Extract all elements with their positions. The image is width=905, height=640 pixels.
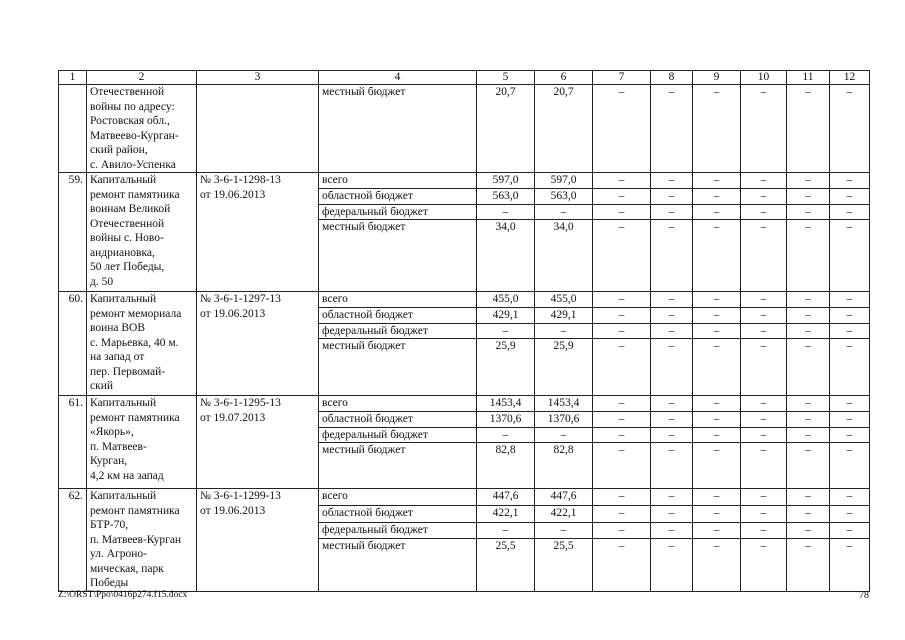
- budget-source-label: всего: [319, 489, 477, 506]
- value-col9: –: [693, 339, 741, 396]
- entry-name-line: п. Матвеев-Курган: [90, 533, 182, 546]
- value-col5: 25,9: [477, 339, 535, 396]
- value-col8: –: [651, 522, 693, 539]
- value-col10: –: [741, 443, 787, 489]
- value-col12: –: [830, 539, 870, 591]
- value-col7: –: [593, 522, 651, 539]
- entry-document: [197, 173, 319, 292]
- value-col7: –: [593, 204, 651, 220]
- value-col6: 447,6: [535, 489, 593, 506]
- value-col6: –: [535, 427, 593, 443]
- value-col7: –: [593, 85, 651, 173]
- value-col7: –: [593, 539, 651, 591]
- entry-name-line: Отечественной: [90, 217, 165, 230]
- table-row: [59, 292, 870, 308]
- entry-name-line: ремонт памятника: [90, 504, 180, 517]
- value-col12: –: [830, 522, 870, 539]
- budget-source-label: федеральный бюджет: [319, 204, 477, 220]
- entry-name-line: на запад от: [90, 351, 145, 363]
- column-header-4: 4: [319, 71, 477, 85]
- entry-name-line: ремонт мемориала: [90, 307, 182, 320]
- entry-name-line: воина ВОВ: [90, 322, 146, 334]
- entry-number: 61.: [59, 396, 87, 489]
- value-col9: –: [693, 220, 741, 292]
- budget-source-label: федеральный бюджет: [319, 427, 477, 443]
- value-col9: –: [693, 489, 741, 506]
- value-col7: –: [593, 292, 651, 308]
- value-col11: –: [787, 489, 830, 506]
- value-col6: 422,1: [535, 506, 593, 523]
- value-col5: –: [477, 323, 535, 339]
- entry-name: [87, 173, 197, 292]
- entry-name-line: Матвеево-Курган-: [90, 129, 179, 142]
- value-col7: –: [593, 489, 651, 506]
- table-row: [59, 489, 870, 506]
- value-col7: –: [593, 396, 651, 412]
- value-col9: –: [693, 204, 741, 220]
- entry-name-line: ский район,: [90, 144, 148, 156]
- value-col7: –: [593, 412, 651, 428]
- entry-name-line: Отечественной: [90, 86, 165, 98]
- value-col10: –: [741, 204, 787, 220]
- value-col7: –: [593, 427, 651, 443]
- value-col6: –: [535, 323, 593, 339]
- value-col11: –: [787, 339, 830, 396]
- value-col12: –: [830, 173, 870, 189]
- entry-number: 60.: [59, 292, 87, 396]
- entry-name-line: 50 лет Победы,: [90, 261, 165, 273]
- table-row: [59, 396, 870, 412]
- value-col6: 34,0: [535, 220, 593, 292]
- entry-document-line: от 19.07.2013: [200, 411, 266, 424]
- value-col11: –: [787, 539, 830, 591]
- budget-source-label: областной бюджет: [319, 308, 477, 324]
- entry-document-line: от 19.06.2013: [200, 504, 266, 517]
- value-col9: –: [693, 412, 741, 428]
- entry-name: [87, 396, 197, 489]
- value-col10: –: [741, 522, 787, 539]
- entry-name: [87, 292, 197, 396]
- value-col11: –: [787, 427, 830, 443]
- value-col9: –: [693, 396, 741, 412]
- value-col11: –: [787, 323, 830, 339]
- budget-source-label: федеральный бюджет: [319, 323, 477, 339]
- value-col8: –: [651, 339, 693, 396]
- value-col5: 429,1: [477, 308, 535, 324]
- value-col12: –: [830, 204, 870, 220]
- value-col10: –: [741, 539, 787, 591]
- value-col9: –: [693, 539, 741, 591]
- entry-name-line: ул. Агроно-: [90, 548, 147, 560]
- column-header-3: 3: [197, 71, 319, 85]
- value-col11: –: [787, 412, 830, 428]
- value-col5: 20,7: [477, 85, 535, 173]
- value-col8: –: [651, 506, 693, 523]
- entry-name-line: Курган,: [90, 455, 128, 467]
- value-col6: 20,7: [535, 85, 593, 173]
- value-col11: –: [787, 396, 830, 412]
- table-row-continuation: [59, 85, 870, 173]
- value-col11: –: [787, 443, 830, 489]
- entry-name-line: Капитальный: [90, 174, 157, 186]
- entry-name: [87, 489, 197, 592]
- value-col8: –: [651, 539, 693, 591]
- value-col8: –: [651, 173, 693, 189]
- entry-name-line: воинам Великой: [90, 203, 171, 215]
- value-col6: 82,8: [535, 443, 593, 489]
- value-col7: –: [593, 323, 651, 339]
- value-col6: 25,9: [535, 339, 593, 396]
- entry-document-line: № 3-6-1-1295-13: [200, 397, 281, 409]
- value-col5: 447,6: [477, 489, 535, 506]
- value-col7: –: [593, 506, 651, 523]
- value-col11: –: [787, 204, 830, 220]
- entry-document-line: № 3-6-1-1299-13: [200, 490, 281, 502]
- footer-file-path: Z:\ORST\Ppo\0416p274.f15.docx: [58, 590, 188, 600]
- budget-source-label: федеральный бюджет: [319, 522, 477, 539]
- value-col12: –: [830, 489, 870, 506]
- column-header-6: 6: [535, 71, 593, 85]
- entry-name-line: ремонт памятника: [90, 411, 180, 424]
- entry-name: [87, 85, 197, 173]
- value-col9: –: [693, 427, 741, 443]
- entry-number: 62.: [59, 489, 87, 592]
- value-col12: –: [830, 189, 870, 205]
- value-col11: –: [787, 189, 830, 205]
- budget-source-label: областной бюджет: [319, 412, 477, 428]
- entry-name-line: войны с. Ново-: [90, 232, 164, 244]
- entry-name-line: андриановка,: [90, 246, 155, 259]
- value-col5: 563,0: [477, 189, 535, 205]
- value-col8: –: [651, 412, 693, 428]
- value-col10: –: [741, 396, 787, 412]
- value-col10: –: [741, 489, 787, 506]
- entry-name-line: БТР-70,: [90, 519, 129, 531]
- value-col7: –: [593, 189, 651, 205]
- value-col12: –: [830, 396, 870, 412]
- value-col9: –: [693, 85, 741, 173]
- entry-document: [197, 85, 319, 173]
- value-col8: –: [651, 85, 693, 173]
- budget-source-label: местный бюджет: [319, 85, 477, 173]
- value-col10: –: [741, 427, 787, 443]
- value-col12: –: [830, 308, 870, 324]
- value-col6: 25,5: [535, 539, 593, 591]
- budget-source-label: всего: [319, 396, 477, 412]
- entry-name-line: Капитальный: [90, 490, 157, 502]
- value-col5: 1370,6: [477, 412, 535, 428]
- value-col8: –: [651, 189, 693, 205]
- value-col11: –: [787, 506, 830, 523]
- column-header-7: 7: [593, 71, 651, 85]
- entry-document-line: от 19.06.2013: [200, 188, 266, 201]
- value-col6: 563,0: [535, 189, 593, 205]
- value-col10: –: [741, 412, 787, 428]
- value-col6: 1453,4: [535, 396, 593, 412]
- value-col12: –: [830, 339, 870, 396]
- value-col5: 455,0: [477, 292, 535, 308]
- value-col9: –: [693, 292, 741, 308]
- entry-document: [197, 292, 319, 396]
- budget-source-label: местный бюджет: [319, 443, 477, 489]
- value-col10: –: [741, 506, 787, 523]
- entry-name-line: ский: [90, 380, 113, 392]
- value-col12: –: [830, 85, 870, 173]
- budget-source-label: всего: [319, 173, 477, 189]
- value-col6: 429,1: [535, 308, 593, 324]
- value-col8: –: [651, 489, 693, 506]
- entry-name-line: п. Матвеев-: [90, 440, 147, 453]
- value-col12: –: [830, 412, 870, 428]
- value-col7: –: [593, 339, 651, 396]
- value-col5: –: [477, 204, 535, 220]
- value-col12: –: [830, 443, 870, 489]
- value-col10: –: [741, 173, 787, 189]
- value-col12: –: [830, 427, 870, 443]
- entry-name-line: ремонт памятника: [90, 188, 180, 201]
- value-col8: –: [651, 323, 693, 339]
- value-col7: –: [593, 220, 651, 292]
- value-col6: 1370,6: [535, 412, 593, 428]
- budget-source-label: областной бюджет: [319, 506, 477, 523]
- value-col11: –: [787, 85, 830, 173]
- value-col8: –: [651, 292, 693, 308]
- value-col5: 422,1: [477, 506, 535, 523]
- budget-source-label: местный бюджет: [319, 220, 477, 292]
- value-col11: –: [787, 292, 830, 308]
- value-col8: –: [651, 204, 693, 220]
- column-header-9: 9: [693, 71, 741, 85]
- value-col9: –: [693, 522, 741, 539]
- budget-source-label: местный бюджет: [319, 539, 477, 591]
- entry-name-line: с. Марьевка, 40 м.: [90, 336, 179, 349]
- entry-name-line: мическая, парк: [90, 562, 164, 575]
- value-col11: –: [787, 522, 830, 539]
- value-col8: –: [651, 396, 693, 412]
- entry-name-line: д. 50: [90, 275, 114, 288]
- value-col11: –: [787, 173, 830, 189]
- value-col9: –: [693, 173, 741, 189]
- page-number: 78: [859, 590, 869, 601]
- value-col5: 34,0: [477, 220, 535, 292]
- value-col10: –: [741, 220, 787, 292]
- entry-name-line: Ростовская обл.,: [90, 115, 170, 127]
- value-col8: –: [651, 220, 693, 292]
- value-col5: 1453,4: [477, 396, 535, 412]
- value-col9: –: [693, 189, 741, 205]
- entry-name-line: Капитальный: [90, 397, 157, 409]
- value-col5: 25,5: [477, 539, 535, 591]
- value-col12: –: [830, 323, 870, 339]
- value-col9: –: [693, 308, 741, 324]
- entry-name-line: «Якорь»,: [90, 426, 134, 438]
- value-col12: –: [830, 292, 870, 308]
- value-col5: –: [477, 427, 535, 443]
- value-col7: –: [593, 443, 651, 489]
- value-col10: –: [741, 323, 787, 339]
- value-col9: –: [693, 443, 741, 489]
- entry-document: [197, 489, 319, 592]
- entry-document-line: № 3-6-1-1297-13: [200, 293, 281, 305]
- value-col12: –: [830, 220, 870, 292]
- entry-document: [197, 396, 319, 489]
- value-col5: –: [477, 522, 535, 539]
- column-header-11: 11: [787, 71, 830, 85]
- entry-name-line: пер. Первомай-: [90, 365, 166, 378]
- header-row: [59, 71, 870, 85]
- value-col8: –: [651, 443, 693, 489]
- value-col10: –: [741, 85, 787, 173]
- value-col10: –: [741, 308, 787, 324]
- value-col9: –: [693, 323, 741, 339]
- value-col7: –: [593, 308, 651, 324]
- budget-source-label: всего: [319, 292, 477, 308]
- entry-number: [59, 85, 87, 173]
- value-col6: –: [535, 204, 593, 220]
- column-header-5: 5: [477, 71, 535, 85]
- entry-document-line: от 19.06.2013: [200, 307, 266, 320]
- budget-source-label: областной бюджет: [319, 189, 477, 205]
- value-col11: –: [787, 308, 830, 324]
- value-col6: 597,0: [535, 173, 593, 189]
- entry-name-line: Капитальный: [90, 293, 157, 305]
- entry-name-line: с. Авило-Успенка: [90, 158, 176, 171]
- value-col10: –: [741, 189, 787, 205]
- value-col5: 597,0: [477, 173, 535, 189]
- value-col12: –: [830, 506, 870, 523]
- column-header-1: 1: [59, 71, 87, 85]
- value-col7: –: [593, 173, 651, 189]
- entry-name-line: войны по адресу:: [90, 100, 175, 113]
- entry-document-line: № 3-6-1-1298-13: [200, 174, 281, 186]
- budget-source-label: местный бюджет: [319, 339, 477, 396]
- column-header-2: 2: [87, 71, 197, 85]
- value-col5: 82,8: [477, 443, 535, 489]
- table-row: [59, 173, 870, 189]
- value-col10: –: [741, 292, 787, 308]
- value-col8: –: [651, 427, 693, 443]
- value-col11: –: [787, 220, 830, 292]
- column-header-8: 8: [651, 71, 693, 85]
- column-header-12: 12: [830, 71, 870, 85]
- value-col9: –: [693, 506, 741, 523]
- budget-table: [58, 70, 870, 592]
- entry-number: 59.: [59, 173, 87, 292]
- value-col8: –: [651, 308, 693, 324]
- entry-name-line: 4,2 км на запад: [90, 469, 164, 482]
- column-header-10: 10: [741, 71, 787, 85]
- value-col6: –: [535, 522, 593, 539]
- entry-name-line: Победы: [90, 577, 129, 589]
- value-col6: 455,0: [535, 292, 593, 308]
- value-col10: –: [741, 339, 787, 396]
